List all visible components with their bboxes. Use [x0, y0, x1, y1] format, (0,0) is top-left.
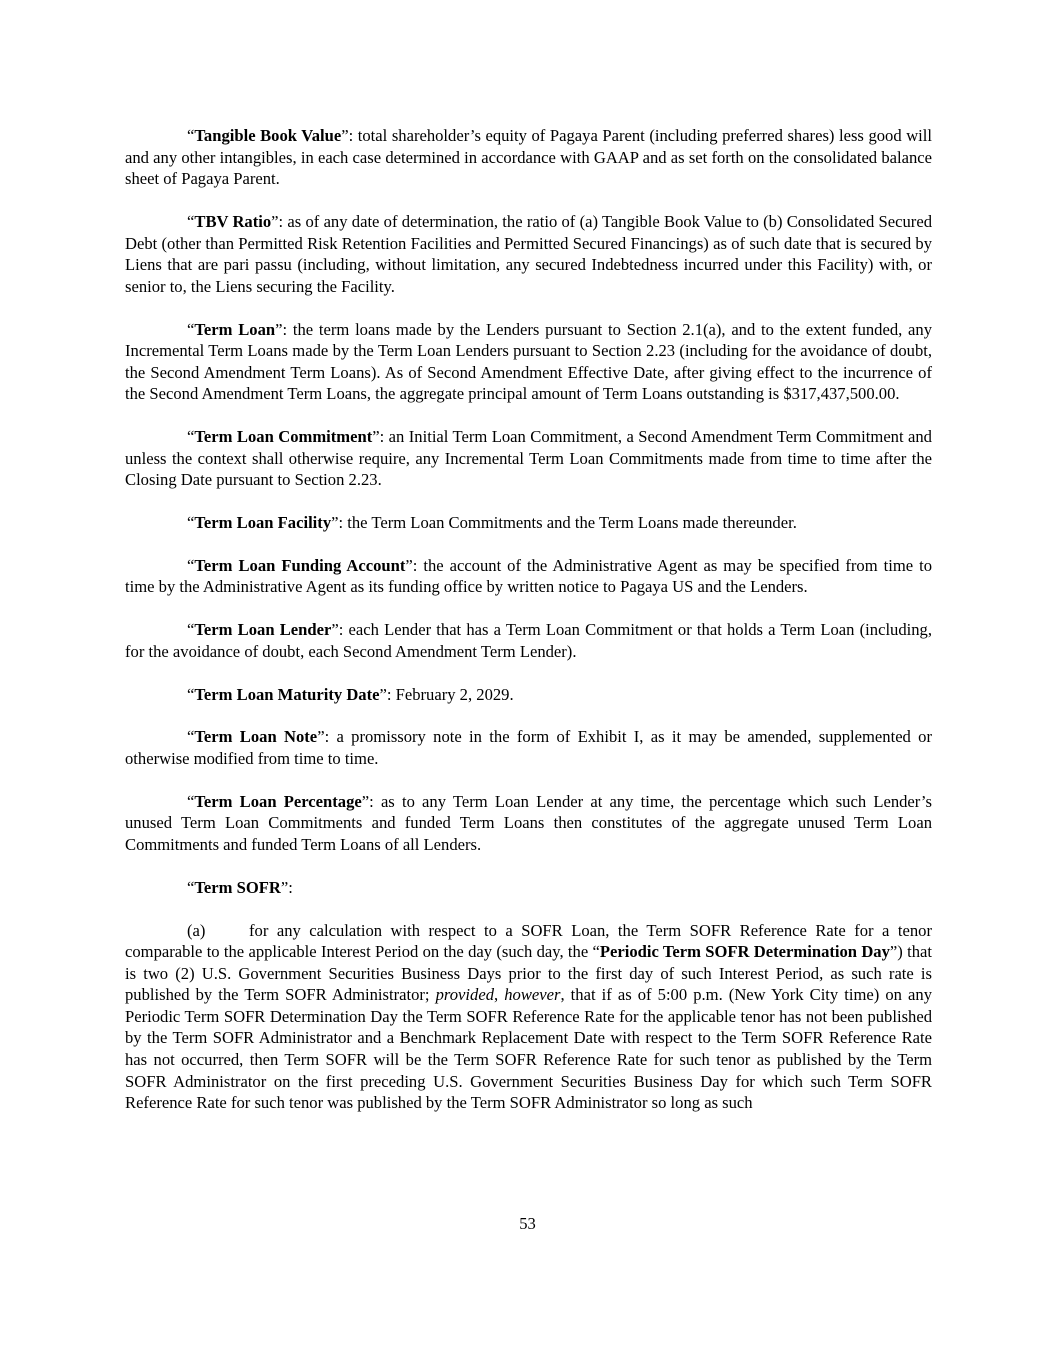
term-sofr-clause-a: (a) for any calculation with respect to a SOFR Loan, the Term SOFR Reference Rate for a tenor comparable to the applicable Interest Period on the day (such day, the “Periodic Term SOFR Determination Day”) that is two (2) U.S. Government Securities Business Days prior to the first day of such Interest Period, as such rate is published by the Term SOFR Administrator; provided, however, that if as of 5:00 p.m. (New York City time) on any Periodic Term SOFR Determination Day the Term SOFR Reference Rate for the applicable tenor has not been published by the Term SOFR Administrator and a Benchmark Replacement Date with respect to the Term SOFR Reference Rate has not occurred, then Term SOFR will be the Term SOFR Reference Rate for such tenor as published by the Term SOFR Administrator on the first preceding U.S. Government Securities Business Day for which such Term SOFR Reference Rate for such tenor was published by the Term SOFR Administrator so long as such — [125, 920, 933, 1113]
definition-text: : as to any Term Loan Lender at any time, the percentage which such Lender’s unused Term Loan Commitments and funded Term Loans then constitutes of the aggregate unused Term Loan Commitments and funded Term Loans of all Lenders. — [125, 791, 933, 854]
defined-term: Term Loan Percentage — [194, 791, 362, 811]
defined-term: Term Loan Note — [194, 727, 318, 747]
definition-term-loan-lender: “Term Loan Lender”: each Lender that has a Term Loan Commitment or that holds a Term Loan (including, for the avoidance of doubt, each Second Amendment Term Lender). — [125, 620, 932, 661]
definition-tangible-book-value: “Tangible Book Value”: total shareholder’s equity of Pagaya Parent (including preferred shares) less good will and any other intangibles, in each case determined in accordance with GAAP and as set forth on the consolidated balance sheet of Pagaya Parent. — [125, 126, 933, 189]
defined-term: Term Loan Lender — [194, 620, 332, 640]
defined-term: Term Loan Maturity Date — [194, 684, 380, 704]
definition-tbv-ratio: “TBV Ratio”: as of any date of determination, the ratio of (a) Tangible Book Value to (b) Consolidated Secured Debt (other than Permitted Risk Retention Facilities and Permitted Secured Financings) as of such date that is secured by Liens that are pari passu (including, without limitation, any secured Indebtedness incurred under this Facility) with, or senior to, the Liens securing the Facility. — [125, 211, 932, 296]
defined-term: Term Loan Facility — [194, 513, 332, 533]
definition-term-loan-note: “Term Loan Note”: a promissory note in the form of Exhibit I, as it may be amended, supplemented or otherwise modified from time to time. — [125, 727, 932, 768]
definition-text: : the Term Loan Commitments and the Term Loans made thereunder. — [338, 513, 797, 533]
definition-term-loan-facility: “Term Loan Facility”: the Term Loan Commitments and the Term Loans made thereunder. — [187, 513, 797, 533]
definition-text: : a promissory note in the form of Exhibit I, as it may be amended, supplemented or otherwise modified from time to time. — [125, 727, 932, 768]
definition-text: : February 2, 2029. — [386, 684, 514, 704]
clause-label: (a) — [187, 920, 206, 940]
definition-text: : each Lender that has a Term Loan Commitment or that holds a Term Loan (including, for the avoidance of doubt, each Second Amendment Term Lender). — [125, 620, 932, 661]
definition-term-loan-maturity-date: “Term Loan Maturity Date”: February 2, 2029. — [187, 684, 514, 704]
definition-text: : as of any date of determination, the ratio of (a) Tangible Book Value to (b) Consolidated Secured Debt (other than Permitted Risk Retention Facilities and Permitted Secured Financings) as of such date that is secured by Liens that are pari passu (including, without limitation, any secured Indebtedness incurred under this Facility) with, or senior to, the Liens securing the Facility. — [125, 211, 932, 296]
definition-term-loan-commitment: “Term Loan Commitment”: an Initial Term Loan Commitment, a Second Amendment Term Commitment and unless the context shall otherwise require, any Incremental Term Loan Commitments made from time to time after the Closing Date pursuant to Section 2.23. — [125, 427, 932, 490]
definition-text: : an Initial Term Loan Commitment, a Second Amendment Term Commitment and unless the context shall otherwise require, any Incremental Term Loan Commitments made from time to time after the Closing Date pursuant to Section 2.23. — [125, 427, 932, 490]
defined-term: Term Loan Commitment — [194, 427, 373, 447]
defined-term: Term Loan Funding Account — [194, 555, 406, 575]
defined-term: Tangible Book Value — [194, 126, 342, 145]
document-body — [125, 125, 932, 1114]
definition-term-loan-percentage: “Term Loan Percentage”: as to any Term Loan Lender at any time, the percentage which such Lender’s unused Term Loan Commitments and funded Term Loans then constitutes of the aggregate unused Term Loan Commitments and funded Term Loans of all Lenders. — [125, 791, 933, 854]
definition-text: : the term loans made by the Lenders pursuant to Section 2.1(a), and to the extent funded, any Incremental Term Loans made by the Term Loan Lenders pursuant to Section 2.23 (including for the avoidance of doubt, the Second Amendment Term Loans). As of Second Amendment Effective Date, after giving effect to the incurrence of the Second Amendment Term Loans, the aggregate principal amount of Term Loans outstanding is $317,437,500.00. — [125, 319, 932, 404]
defined-term: Term SOFR — [194, 877, 281, 897]
definition-term-loan-funding-account: “Term Loan Funding Account”: the account of the Administrative Agent as may be specified from time to time by the Administrative Agent as its funding office by written notice to Pagaya US and the Lenders. — [125, 555, 932, 597]
defined-term: TBV Ratio — [194, 211, 272, 231]
definition-text: : the account of the Administrative Agent as may be specified from time to time by the Administrative Agent as its funding office by written notice to Pagaya US and the Lenders. — [125, 555, 932, 597]
definition-text: : total shareholder’s equity of Pagaya Parent (including preferred shares) less good will and any other intangibles, in each case determined in accordance with GAAP and as set forth on the consolidated balance sheet of Pagaya Parent. — [125, 126, 933, 189]
defined-term: Periodic Term SOFR Determination Day — [599, 942, 890, 962]
page-number: 53 — [519, 1214, 536, 1233]
definition-term-sofr: “Term SOFR”: — [187, 877, 293, 897]
defined-term: Term Loan — [194, 319, 276, 339]
definition-text: : — [288, 877, 293, 897]
definition-term-loan: “Term Loan”: the term loans made by the Lenders pursuant to Section 2.1(a), and to the extent funded, any Incremental Term Loans made by the Term Loan Lenders pursuant to Section 2.23 (including for the avoidance of doubt, the Second Amendment Term Loans). As of Second Amendment Effective Date, after giving effect to the incurrence of the Second Amendment Term Loans, the aggregate principal amount of Term Loans outstanding is $317,437,500.00. — [125, 319, 932, 404]
